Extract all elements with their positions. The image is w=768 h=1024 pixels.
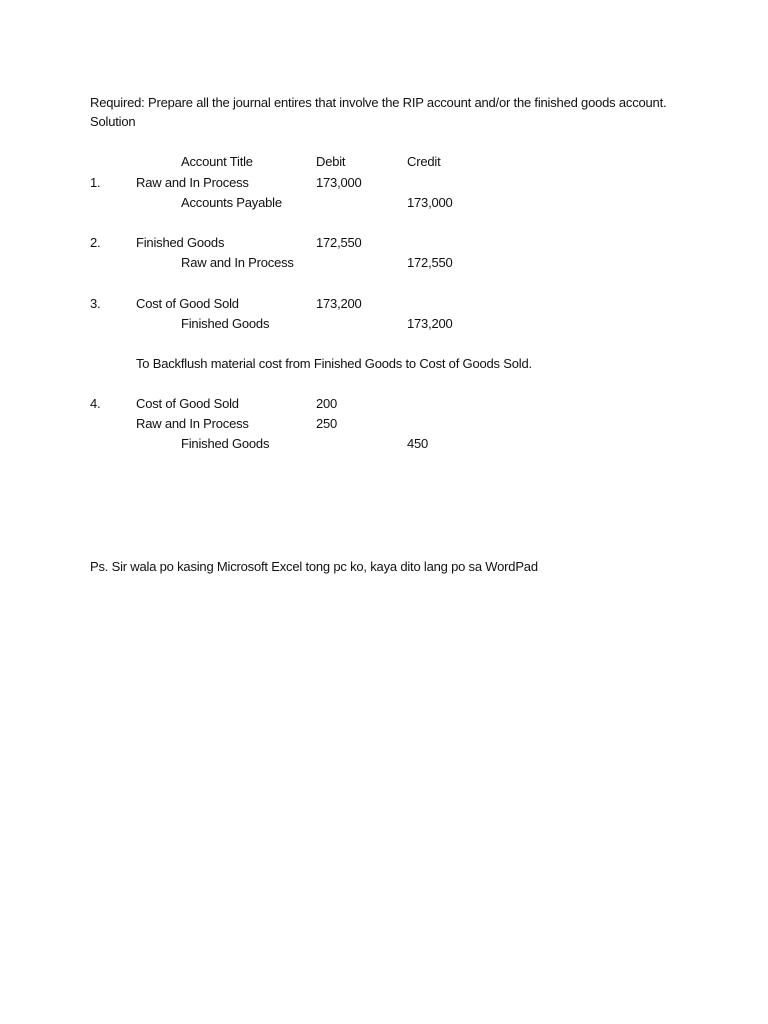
entry-debit-account: Raw and In Process [136, 175, 249, 190]
header-credit: Credit [407, 154, 441, 169]
entry-number: 4. [90, 396, 101, 411]
entry-debit-account-2: Raw and In Process [136, 416, 249, 431]
entry-debit-account: Cost of Good Sold [136, 396, 239, 411]
entry-number: 3. [90, 296, 101, 311]
entry-debit-account: Cost of Good Sold [136, 296, 239, 311]
entry-debit-amount: 173,000 [316, 175, 362, 190]
entry-credit-account: Accounts Payable [181, 195, 282, 210]
entry-credit-amount: 173,000 [407, 195, 453, 210]
header-account-title: Account Title [181, 154, 253, 169]
entry-number: 1. [90, 175, 101, 190]
ps-note: Ps. Sir wala po kasing Microsoft Excel tong pc ko, kaya dito lang po sa WordPad [90, 559, 538, 574]
entry-credit-amount: 172,550 [407, 255, 453, 270]
entry-debit-account: Finished Goods [136, 235, 225, 250]
entry-credit-amount: 173,200 [407, 316, 453, 331]
entry-debit-amount-2: 250 [316, 416, 338, 431]
entry-debit-amount: 200 [316, 396, 338, 411]
entry-credit-account: Raw and In Process [181, 255, 294, 270]
solution-label: Solution [90, 114, 136, 129]
entry-credit-account: Finished Goods [181, 316, 270, 331]
entry-credit-amount: 450 [407, 436, 429, 451]
entry-credit-account: Finished Goods [181, 436, 270, 451]
entry-debit-amount: 173,200 [316, 296, 362, 311]
entry-debit-amount: 172,550 [316, 235, 362, 250]
required-text: Required: Prepare all the journal entires that involve the RIP account and/or the finished goods account. [90, 95, 667, 110]
entry-number: 2. [90, 235, 101, 250]
header-debit: Debit [316, 154, 346, 169]
backflush-note: To Backflush material cost from Finished Goods to Cost of Goods Sold. [136, 356, 532, 371]
